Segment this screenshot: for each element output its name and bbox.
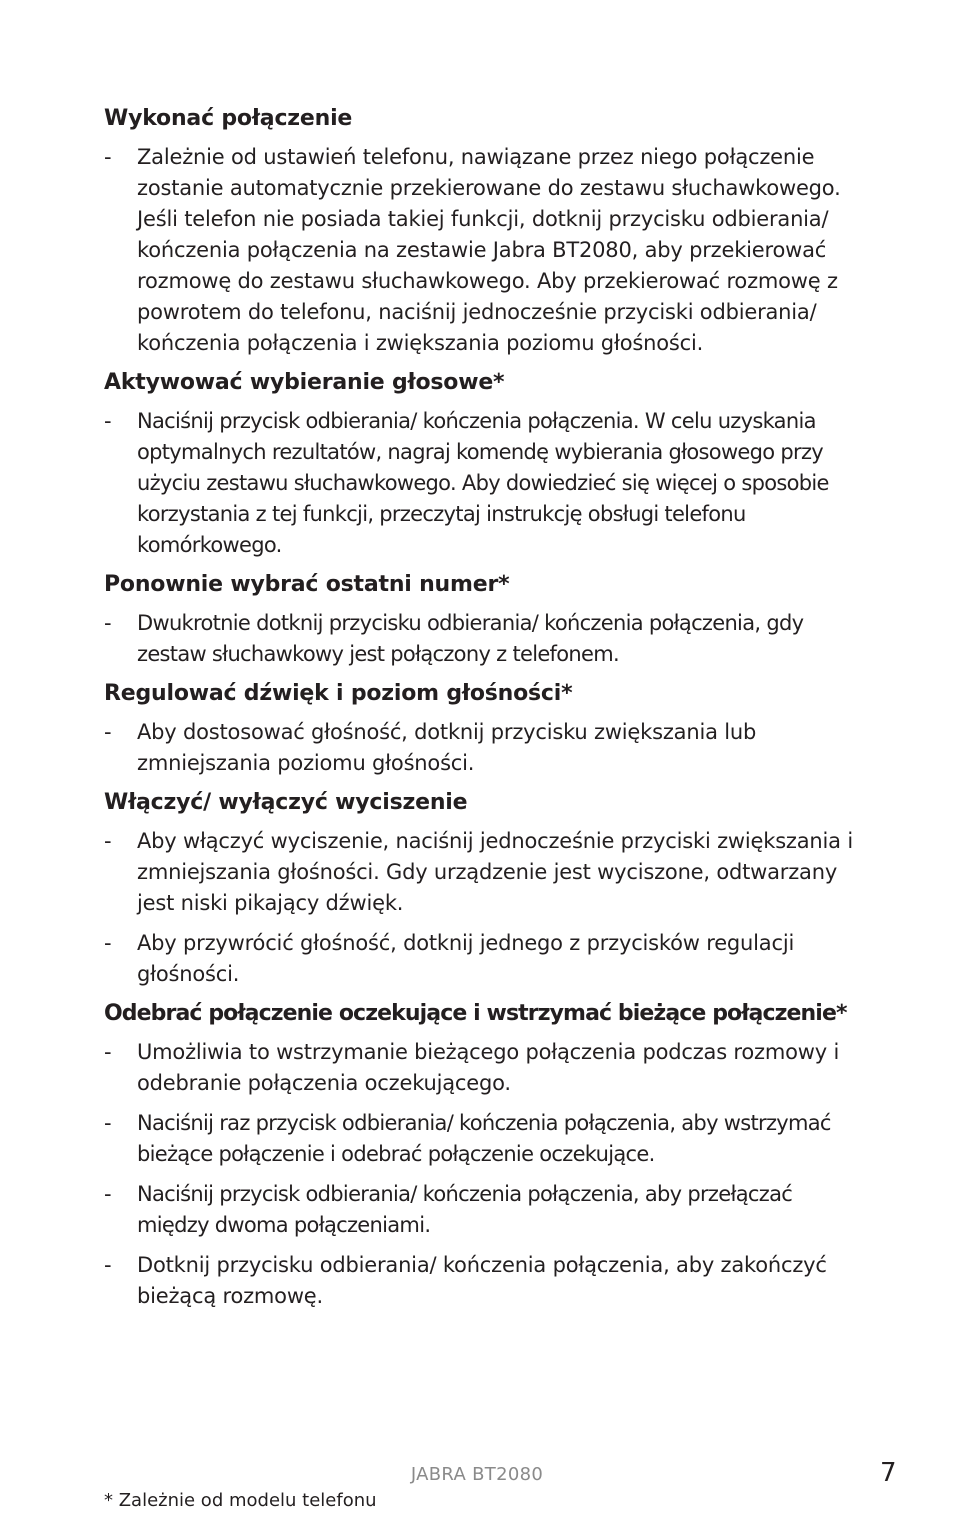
section-title: Regulować dźwięk i poziom głośności*: [104, 681, 573, 706]
list-item-text: Aby dostosować głośność, dotknij przycisku zwiększania lub zmniejszania poziomu głośności.: [137, 720, 757, 775]
section-title: Ponownie wybrać ostatni numer*: [104, 572, 510, 597]
bullet-dash: -: [104, 720, 112, 744]
bullet-dash: -: [104, 611, 111, 635]
list-item: [104, 1250, 864, 1312]
list-item-text: Naciśnij przycisk odbierania/ kończenia połączenia. W celu uzyskania optymalnych rezultatów, nagraj komendę wybierania głosowego przy użyciu zestawu słuchawkowego. Aby dowiedzieć się więcej o sposobie korzystania z tej funkcji, przeczytaj instrukcję obsługi telefonu komórkowego.: [137, 409, 829, 557]
bullet-dash: -: [104, 1182, 111, 1206]
section-redial: [104, 570, 864, 670]
list-item: [104, 826, 864, 919]
section-title: Odebrać połączenie oczekujące i wstrzymać bieżące połączenie*: [104, 1001, 847, 1026]
bullet-dash: -: [104, 829, 112, 853]
list-item: [104, 1037, 864, 1099]
bullet-dash: -: [104, 1253, 112, 1277]
list-item: [104, 142, 864, 359]
section-make-call: [104, 104, 864, 359]
section-voice-dialing: [104, 368, 864, 561]
document-body: [104, 104, 864, 1321]
list-item: [104, 717, 864, 779]
section-title: Wykonać połączenie: [104, 106, 353, 131]
list-item-text: Naciśnij raz przycisk odbierania/ kończenia połączenia, aby wstrzymać bieżące połączenie i odebrać połączenie oczekujące.: [137, 1111, 831, 1166]
list-item: [104, 1179, 864, 1241]
section-title: Aktywować wybieranie głosowe*: [104, 370, 505, 395]
list-item: [104, 928, 864, 990]
list-item-text: Zależnie od ustawień telefonu, nawiązane przez niego połączenie zostanie automatycznie przekierowane do zestawu słuchawkowego. Jeśli telefon nie posiada takiej funkcji, dotknij przycisku odbierania/ kończenia połączenia na zestawie Jabra BT2080, aby przekierować rozmowę do zestawu słuchawkowego. Aby przekierować rozmowę z powrotem do telefonu, naciśnij jednocześnie przyciski odbierania/ kończenia połączenia i zwiększania poziomu głośności.: [137, 145, 841, 355]
list-item: [104, 1108, 864, 1170]
list-item-text: Dotknij przycisku odbierania/ kończenia połączenia, aby zakończyć bieżącą rozmowę.: [137, 1253, 827, 1308]
list-item: [104, 608, 864, 670]
list-item-text: Umożliwia to wstrzymanie bieżącego połączenia podczas rozmowy i odebranie połączenia oczekującego.: [137, 1040, 840, 1095]
page-number: 7: [880, 1458, 897, 1488]
bullet-dash: -: [104, 931, 112, 955]
list-item-text: Naciśnij przycisk odbierania/ kończenia połączenia, aby przełączać między dwoma połączeniami.: [137, 1182, 793, 1237]
footer-product-name: JABRA BT2080: [410, 1464, 544, 1485]
bullet-dash: -: [104, 409, 111, 433]
footnote: * Zależnie od modelu telefonu: [104, 1490, 377, 1511]
section-mute: [104, 788, 864, 990]
list-item: [104, 406, 864, 561]
section-call-waiting: [104, 999, 864, 1312]
list-item-text: Aby przywrócić głośność, dotknij jednego z przycisków regulacji głośności.: [137, 931, 795, 986]
bullet-dash: -: [104, 1111, 111, 1135]
section-title: Włączyć/ wyłączyć wyciszenie: [104, 790, 468, 815]
list-item-text: Aby włączyć wyciszenie, naciśnij jednocześnie przyciski zwiększania i zmniejszania głośności. Gdy urządzenie jest wyciszone, odtwarzany jest niski pikający dźwięk.: [137, 829, 853, 915]
bullet-dash: -: [104, 145, 112, 169]
bullet-dash: -: [104, 1040, 112, 1064]
section-volume: [104, 679, 864, 779]
list-item-text: Dwukrotnie dotknij przycisku odbierania/ kończenia połączenia, gdy zestaw słuchawkowy jest połączony z telefonem.: [137, 611, 804, 666]
